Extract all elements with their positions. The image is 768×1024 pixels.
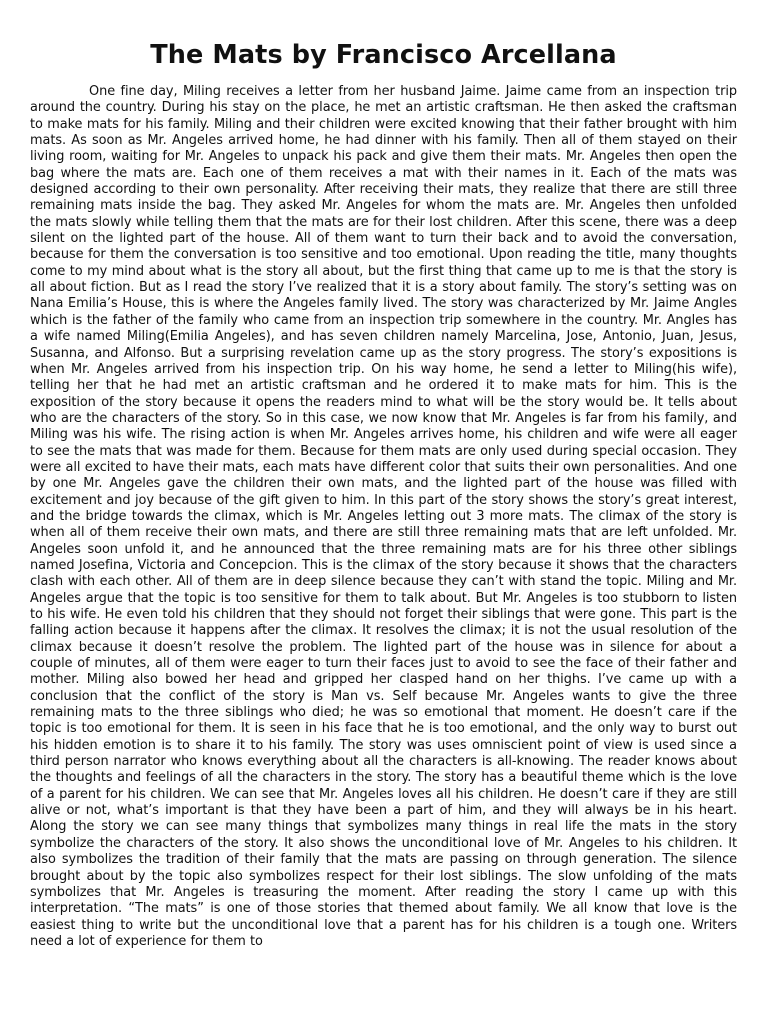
document-page — [30, 0, 737, 1024]
document-title: The Mats by Francisco Arcellana — [150, 40, 617, 70]
document-body-paragraph: One fine day, Miling receives a letter from her husband Jaime. Jaime came from an inspection trip around the country. During his stay on the place, he met an artistic craftsman. He then asked the craftsman to make mats for his family. Miling and their children were excited knowing that their father brought with him mats. As soon as Mr. Angeles arrived home, he had dinner with his family. Then all of them stayed on their living room, waiting for Mr. Angeles to unpack his pack and give them their mats. Mr. Angeles then open the bag where the mats are. Each one of them receives a mat with their names in it. Each of the mats was designed according to their own personality. After receiving their mats, they realize that there are still three remaining mats inside the bag. They asked Mr. Angeles for whom the mats are. Mr. Angeles then unfolded the mats slowly while telling them that the mats are for their lost children. After this scene, there was a deep silent on the lighted part of the house. All of them want to turn their back and to avoid the conversation, because for them the conversation is too sensitive and too emotional. Upon reading the title, many thoughts come to my mind about what is the story all about, but the first thing that came up to me is that the story is all about fiction. But as I read the story I’ve realized that it is a story about family. The story’s setting was on Nana Emilia’s House, this is where the Angeles family lived. The story was characterized by Mr. Jaime Angles which is the father of the family who came from an inspection trip somewhere in the country. Mr. Angles has a wife named Miling(Emilia Angeles), and has seven children namely Marcelina, Jose, Antonio, Juan, Jesus, Susanna, and Alfonso. But a surprising revelation came up as the story progress. The story’s expositions is when Mr. Angeles arrived from his inspection trip. On his way home, he send a letter to Miling(his wife), telling her that he had met an artistic craftsman and he ordered it to make mats for him. This is the exposition of the story because it opens the readers mind to what will be the story would be. It tells about who are the characters of the story. So in this case, we now know that Mr. Angeles is far from his family, and Miling was his wife. The rising action is when Mr. Angeles arrives home, his children and wife were all eager to see the mats that was made for them. Because for them mats are only used during special occasion. They were all excited to have their mats, each mats have different color that suits their own personalities. And one by one Mr. Angeles gave the children their own mats, and the lighted part of the house was filled with excitement and joy because of the gift given to him. In this part of the story shows the story’s great interest, and the bridge towards the climax, which is Mr. Angeles letting out 3 more mats. The climax of the story is when all of them receive their own mats, and there are still three remaining mats that are left unfolded. Mr. Angeles soon unfold it, and he announced that the three remaining mats are for his three other siblings named Josefina, Victoria and Concepcion. This is the climax of the story because it shows that the characters clash with each other. All of them are in deep silence because they can’t with stand the topic. Miling and Mr. Angeles argue that the topic is too sensitive for them to talk about. But Mr. Angeles is too stubborn to listen to his wife. He even told his children that they should not forget their siblings that were gone. This part is the falling action because it happens after the climax. It resolves the climax; it is not the usual resolution of the climax because it doesn’t resolve the problem. The lighted part of the house was in silence for about a couple of minutes, all of them were eager to turn their faces just to avoid to see the face of their father and mother. Miling also bowed her head and gripped her clasped hand on her thighs. I’ve came up with a conclusion that the conflict of the story is Man vs. Self because Mr. Angeles wants to give the three remaining mats to the three siblings who died; he was so emotional that moment. He doesn’t care if the topic is too emotional for them. It is seen in his face that he is too emotional, and the only way to burst out his hidden emotion is to share it to his family. The story was uses omniscient point of view is used since a third person narrator who knows everything about all the characters is all-knowing. The reader knows about the thoughts and feelings of all the characters in the story. The story has a beautiful theme which is the love of a parent for his children. We can see that Mr. Angeles loves all his children. He doesn’t care if they are still alive or not, what’s important is that they have been a part of him, and they will always be in his heart. Along the story we can see many things that symbolizes many things in real life the mats in the story symbolize the characters of the story. It also shows the unconditional love of Mr. Angeles to his children. It also symbolizes the tradition of their family that the mats are passing on through generation. The silence brought about by the topic also symbolizes respect for their lost siblings. The slow unfolding of the mats symbolizes that Mr. Angeles is treasuring the moment. After reading the story I came up with this interpretation. “The mats” is one of those stories that themed about family. We all know that love is the easiest thing to write but the unconditional love that a parent has for his children is a tough one. Writers need a lot of experience for them to — [30, 84, 737, 949]
